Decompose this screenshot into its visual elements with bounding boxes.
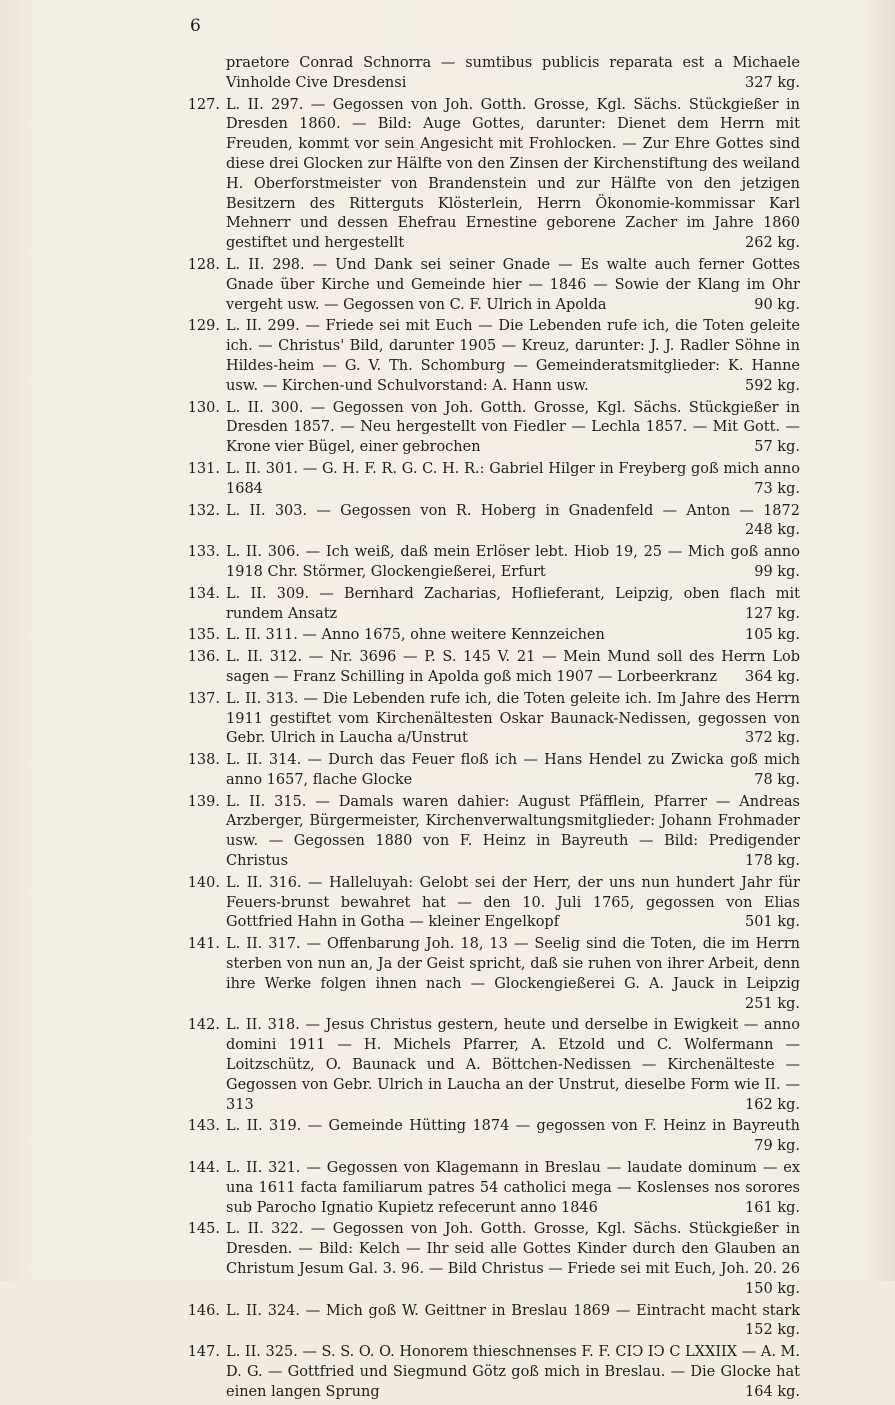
bell-entry <box>180 874 800 933</box>
entry-number: 127. <box>187 96 220 113</box>
entry-text-block <box>226 751 800 791</box>
entry-text-block <box>226 690 800 749</box>
entry-weight: 78 kg. <box>754 771 800 788</box>
bell-entry <box>180 1016 800 1115</box>
entry-weight: 90 kg. <box>754 296 800 313</box>
entry-number: 145. <box>187 1221 220 1238</box>
entry-text-block <box>226 1302 800 1342</box>
bell-entry <box>180 502 800 542</box>
bell-entry <box>180 626 800 646</box>
entry-number: 138. <box>187 752 220 769</box>
entry-description: L. II. 324. — Mich goß W. Geittner in Breslau 1869 — Eintracht macht stark <box>226 1302 800 1319</box>
entry-description: L. II. 317. — Offenbarung Joh. 18, 13 — Seelig sind die Toten, die im Herrn sterben von nun an, Ja der Geist spricht, daß sie ruhen von ihrer Arbeit, denn ihre Werke folgen ihnen nach — Glockengießerei G. A. Jauck in Leipzig <box>226 936 800 992</box>
entry-weight: 592 kg. <box>745 377 800 394</box>
entry-weight: 248 kg. <box>745 522 800 539</box>
entry-text-block <box>226 54 800 94</box>
entry-number: 129. <box>187 318 220 335</box>
entry-description: L. II. 300. — Gegossen von Joh. Gotth. Grosse, Kgl. Sächs. Stückgießer in Dresden 1857. — Neu hergestellt von Fiedler — Lechla 1857. — Mit Gott. — Krone vier Bügel, einer gebrochen <box>226 399 800 456</box>
entry-number: 144. <box>187 1160 220 1177</box>
entry-number: 130. <box>187 399 220 416</box>
entry-weight: 364 kg. <box>745 668 800 685</box>
entry-description: L. II. 316. — Halleluyah: Gelobt sei der Herr, der uns nun hundert Jahr für Feuers-brunst bewahret hat — den 10. Juli 1765, gegossen von Elias Gottfried Hahn in Gotha — kleiner Engelkopf <box>226 874 800 931</box>
entry-description: L. II. 321. — Gegossen von Klagemann in Breslau — laudate dominum — ex una 1611 facta familiarum patres 54 catholici mega — Koslenses nos sorores sub Parocho Ignatio Kupietz refecerunt anno 1846 <box>226 1160 800 1216</box>
bell-entry <box>180 793 800 872</box>
entry-description: L. II. 301. — G. H. F. R. G. C. H. R.: Gabriel Hilger in Freyberg goß mich anno 1684 <box>226 460 800 497</box>
bell-entry <box>180 54 800 94</box>
bell-entry <box>180 96 800 254</box>
entry-weight: 99 kg. <box>754 563 800 580</box>
entry-number: 140. <box>187 874 220 891</box>
entry-description: L. II. 303. — Gegossen von R. Hoberg in Gnadenfeld — Anton — 1872 <box>226 502 800 519</box>
entry-text-block <box>226 1117 800 1157</box>
entry-text-block <box>226 935 800 1014</box>
entry-number: 143. <box>187 1118 220 1135</box>
entry-text-block <box>226 793 800 872</box>
entry-description: L. II. 309. — Bernhard Zacharias, Hoflieferant, Leipzig, oben flach mit rundem Ansatz <box>226 585 800 622</box>
entry-text-block <box>226 626 800 646</box>
entry-number: 146. <box>187 1302 220 1319</box>
entry-weight: 178 kg. <box>745 853 800 870</box>
entry-number: 128. <box>187 256 220 273</box>
entry-weight: 161 kg. <box>745 1199 800 1216</box>
entry-text-block <box>226 648 800 688</box>
entry-weight: 150 kg. <box>745 1280 800 1297</box>
entry-text-block <box>226 399 800 458</box>
entry-description: L. II. 306. — Ich weiß, daß mein Erlöser lebt. Hiob 19, 25 — Mich goß anno 1918 Chr. Störmer, Glockengießerei, Erfurt <box>226 544 800 580</box>
bell-entry <box>180 543 800 583</box>
entry-weight: 57 kg. <box>754 439 800 456</box>
entry-number: 132. <box>187 502 220 519</box>
bell-entry <box>180 585 800 625</box>
entry-number: 141. <box>187 936 220 953</box>
bell-entry <box>180 751 800 791</box>
entry-description: L. II. 297. — Gegossen von Joh. Gotth. Grosse, Kgl. Sächs. Stückgießer in Dresden 1860. — Bild: Auge Gottes, darunter: Dienet dem Herrn mit Freuden, kommt vor sein Angesicht mit Frohlocken. — Zur Ehre Gottes sind diese drei Glocken zur Hälfte von den Zinsen der Kirchenstiftung des weiland H. Oberforstmeister von Brandenstein und zur Hälfte von den jetzigen Besitzern des Ritterguts Klösterlein, Herrn Ökonomie-kommissar Karl Mehnerr und dessen Ehefrau Ernestine geborene Zacher im Jahre 1860 gestiftet und hergestellt <box>226 96 800 252</box>
entry-weight: 327 kg. <box>745 74 800 91</box>
entry-number: 139. <box>187 793 220 810</box>
bell-entry <box>180 1159 800 1218</box>
entry-text-block <box>226 585 800 625</box>
bell-entry <box>180 1302 800 1342</box>
bell-entry <box>180 1117 800 1157</box>
entry-number: 137. <box>187 690 220 707</box>
entry-weight: 73 kg. <box>754 480 800 497</box>
entry-text-block <box>226 874 800 933</box>
entry-number: 134. <box>187 585 220 602</box>
entry-description: L. II. 315. — Damals waren dahier: August Pfäfflein, Pfarrer — Andreas Arzberger, Bürgermeister, Kirchenverwaltungsmitglieder: Johann Frohmader usw. — Gegossen 1880 von F. Heinz in Bayreuth — Bild: Predigender Christus <box>226 793 800 870</box>
entry-description: L. II. 311. — Anno 1675, ohne weitere Kennzeichen <box>226 627 605 644</box>
entry-weight: 105 kg. <box>745 627 800 644</box>
entry-text-block <box>226 256 800 315</box>
bell-entry <box>180 460 800 500</box>
entry-weight: 164 kg. <box>745 1383 800 1400</box>
entry-text-block <box>226 1220 800 1299</box>
entry-description: L. II. 318. — Jesus Christus gestern, heute und derselbe in Ewigkeit — anno domini 1911 — H. Michels Pfarrer, A. Etzold und C. Wolfermann — Loitzschütz, O. Baunack und A. Böttchen-Nedissen — Kirchenälteste — Gegossen von Gebr. Ulrich in Laucha an der Unstrut, dieselbe Form wie II. — 313 <box>226 1017 800 1113</box>
bell-entry <box>180 1220 800 1299</box>
entry-description: L. II. 319. — Gemeinde Hütting 1874 — gegossen von F. Heinz in Bayreuth <box>226 1118 800 1135</box>
page-number: 6 <box>190 16 201 36</box>
bell-entry <box>180 317 800 396</box>
entry-text-block <box>226 96 800 254</box>
bell-entry <box>180 256 800 315</box>
entry-weight: 501 kg. <box>745 914 800 931</box>
entry-description: L. II. 312. — Nr. 3696 — P. S. 145 V. 21 — Mein Mund soll des Herrn Lob sagen — Franz Schilling in Apolda goß mich 1907 — Lorbeerkranz <box>226 649 800 685</box>
entry-weight: 372 kg. <box>745 730 800 747</box>
entry-description: L. II. 298. — Und Dank sei seiner Gnade — Es walte auch ferner Gottes Gnade über Kirche und Gemeinde hier — 1846 — Sowie der Klang im Ohr vergeht usw. — Gegossen von C. F. Ulrich in Apolda <box>226 256 800 313</box>
bell-entry <box>180 935 800 1014</box>
entry-weight: 251 kg. <box>745 995 800 1012</box>
entry-text-block <box>226 460 800 500</box>
entry-description: L. II. 322. — Gegossen von Joh. Gotth. Grosse, Kgl. Sächs. Stückgießer in Dresden. — Bild: Kelch — Ihr seid alle Gottes Kinder durch den Glauben an Christum Jesum Gal. 3. 96. — Bild Christus — Friede sei mit Euch, Joh. 20. 26 <box>226 1221 800 1278</box>
bell-entry <box>180 648 800 688</box>
entry-weight: 79 kg. <box>754 1138 800 1155</box>
entry-description: L. II. 313. — Die Lebenden rufe ich, die Toten geleite ich. Im Jahre des Herrn 1911 gestiftet vom Kirchenältesten Oskar Baunack-Nedissen, gegossen von Gebr. Ulrich in Laucha a/Unstrut <box>226 690 800 747</box>
entry-number: 131. <box>187 460 220 477</box>
entry-text-block <box>226 1343 800 1402</box>
entry-number: 147. <box>187 1344 220 1361</box>
entry-description: L. II. 299. — Friede sei mit Euch — Die Lebenden rufe ich, die Toten geleite ich. — Christus' Bild, darunter 1905 — Kreuz, darunter: J. J. Radler Söhne in Hildes-heim — G. V. Th. Schomburg — Gemeinderatsmitglieder: K. Hanne usw. — Kirchen-und Schulvorstand: A. Hann usw. <box>226 318 800 394</box>
entry-number: 142. <box>187 1017 220 1034</box>
entry-description: L. II. 325. — S. S. O. O. Honorem thieschnenses F. F. CIϽ IϽ C LXXIIX — A. M. D. G. — Gottfried und Siegmund Götz goß mich in Breslau. — Die Glocke hat einen langen Sprung <box>226 1344 800 1400</box>
entry-text-block <box>226 317 800 396</box>
entry-number: 135. <box>187 627 220 644</box>
bell-entries-list <box>180 54 800 1405</box>
entry-weight: 127 kg. <box>745 605 800 622</box>
entry-weight: 152 kg. <box>745 1322 800 1339</box>
entry-text-block <box>226 543 800 583</box>
bell-entry <box>180 690 800 749</box>
entry-text-block <box>226 1016 800 1115</box>
entry-number: 133. <box>187 544 220 561</box>
entry-number <box>180 54 226 94</box>
bell-entry <box>180 1343 800 1402</box>
entry-description: praetore Conrad Schnorra — sumtibus publicis reparata est a Michaele Vinholde Cive Dresdensi <box>226 55 800 91</box>
entry-number: 136. <box>187 649 220 666</box>
entry-text-block <box>226 1159 800 1218</box>
entry-text-block <box>226 502 800 542</box>
bell-entry <box>180 399 800 458</box>
entry-description: L. II. 314. — Durch das Feuer floß ich — Hans Hendel zu Zwicka goß mich anno 1657, flache Glocke <box>226 752 800 788</box>
entry-weight: 262 kg. <box>745 235 800 252</box>
entry-weight: 162 kg. <box>745 1096 800 1113</box>
